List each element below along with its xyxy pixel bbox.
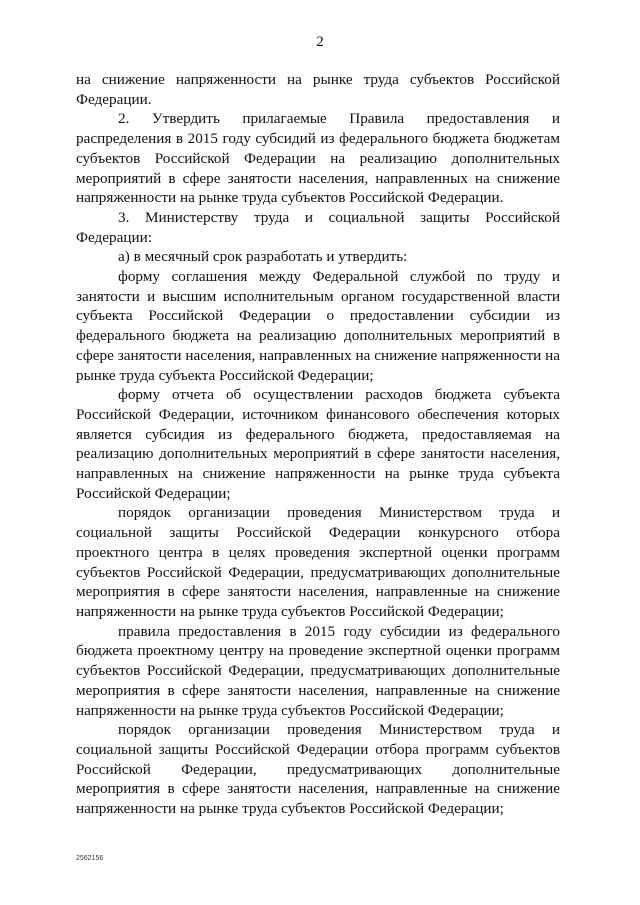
paragraph-item-3: 3. Министерству труда и социальной защиты Российской Федерации: [76, 208, 560, 246]
paragraph-continuation: на снижение напряженности на рынке труда субъектов Российской Федерации. [76, 71, 560, 108]
paragraph-subitem-a: а) в месячный срок разработать и утвердить: [118, 248, 408, 266]
paragraph-report-form: форму отчета об осуществлении расходов бюджета субъекта Российской Федерации, источником финансового обеспечения которых является субсидия из федерального бюджета, предоставляемая на реализацию дополнительных мероприятий в сфере занятости населения, направленных на снижение напряженности на рынке труда субъекта Российской Федерации; [76, 386, 560, 502]
paragraph-agreement-form: форму соглашения между Федеральной службой по труду и занятости и высшим исполнительным органом государственной власти субъекта Российской Федерации о предоставлении субсидии из федерального бюджета на реализацию дополнительных мероприятий в сфере занятости населения, направленных на снижение напряженности на рынке труда субъекта Российской Федерации; [76, 268, 560, 384]
paragraph-program-selection: порядок организации проведения Министерством труда и социальной защиты Российской Федерации отбора программ субъектов Российской Федерации, предусматривающих дополнительные мероприятия в сфере занятости населения, направленные на снижение напряженности на рынке труда субъектов Российской Федерации; [76, 721, 560, 818]
paragraph-project-center-selection: порядок организации проведения Министерством труда и социальной защиты Российской Федерации конкурсного отбора проектного центра в целях проведения экспертной оценки программ субъектов Российской Федерации, предусматривающих дополнительные мероприятия в сфере занятости населения, направленные на снижение напряженности на рынке труда субъектов Российской Федерации; [76, 504, 560, 620]
document-id: 2562156 [76, 855, 104, 862]
paragraph-item-2: 2. Утвердить прилагаемые Правила предоставления и распределения в 2015 году субсидий из федерального бюджета бюджетам субъектов Российской Федерации на реализацию дополнительных мероприятий в сфере занятости населения, направленных на снижение напряженности на рынке труда субъектов Российской Федерации. [76, 110, 560, 207]
page-number: 2 [316, 34, 324, 50]
paragraph-subsidy-rules: правила предоставления в 2015 году субсидии из федерального бюджета проектному центру на проведение экспертной оценки программ субъектов Российской Федерации, предусматривающих дополнительные мероприятия в сфере занятости населения, направленные на снижение напряженности на рынке труда субъектов Российской Федерации; [76, 622, 560, 719]
document-body [76, 70, 560, 819]
